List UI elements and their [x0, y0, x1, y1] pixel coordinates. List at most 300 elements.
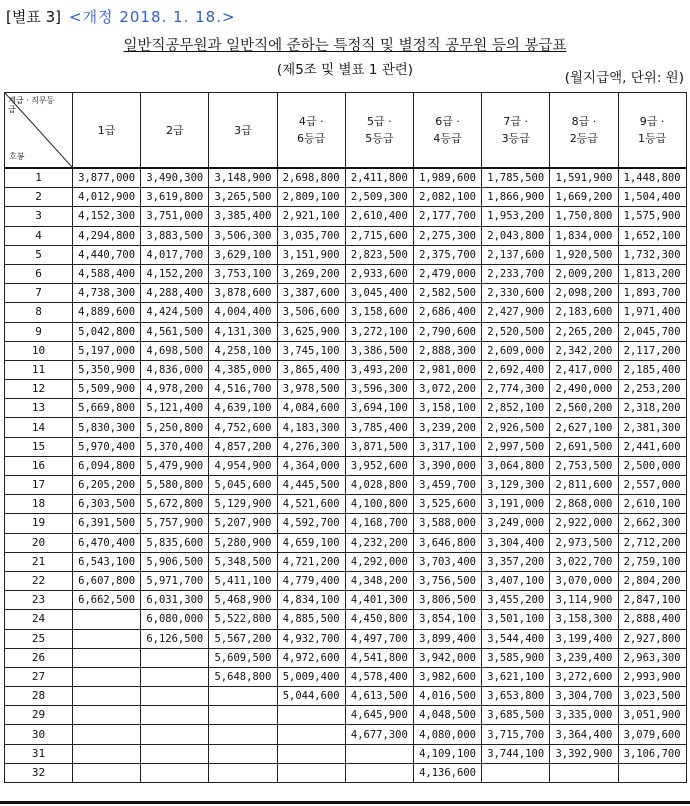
salary-cell: 4,292,000 [345, 552, 413, 571]
salary-cell: 5,468,900 [209, 591, 277, 610]
salary-cell: 2,233,700 [482, 264, 550, 283]
table-row [5, 648, 687, 667]
corner-grade-line: 계급 · 직무등 [8, 96, 55, 105]
salary-cell: 2,691,500 [550, 437, 618, 456]
salary-cell: 2,922,000 [550, 514, 618, 533]
salary-cell: 3,239,200 [413, 418, 481, 437]
salary-cell: 2,868,000 [550, 495, 618, 514]
salary-cell: 1,893,700 [618, 284, 686, 303]
salary-cell: 3,148,900 [209, 168, 277, 188]
salary-cell: 2,330,600 [482, 284, 550, 303]
salary-cell: 4,288,400 [141, 284, 209, 303]
salary-cell: 5,522,800 [209, 610, 277, 629]
salary-cell: 4,885,500 [277, 610, 345, 629]
step-number-cell: 16 [5, 456, 73, 475]
salary-cell: 4,048,500 [413, 706, 481, 725]
salary-cell: 3,114,900 [550, 591, 618, 610]
salary-cell: 4,258,100 [209, 341, 277, 360]
salary-cell: 4,659,100 [277, 533, 345, 552]
salary-cell: 1,448,800 [618, 168, 686, 188]
salary-cell: 2,981,000 [413, 360, 481, 379]
salary-cell: 2,997,500 [482, 437, 550, 456]
table-row [5, 725, 687, 744]
table-row [5, 533, 687, 552]
salary-cell: 3,272,100 [345, 322, 413, 341]
salary-cell: 5,197,000 [73, 341, 141, 360]
salary-cell: 4,834,100 [277, 591, 345, 610]
step-number-cell: 3 [5, 207, 73, 226]
table-row [5, 763, 687, 782]
table-row [5, 245, 687, 264]
salary-cell: 6,662,500 [73, 591, 141, 610]
salary-cell: 2,627,100 [550, 418, 618, 437]
salary-cell: 4,541,800 [345, 648, 413, 667]
salary-cell [277, 706, 345, 725]
salary-cell: 4,972,600 [277, 648, 345, 667]
salary-cell [209, 725, 277, 744]
salary-cell: 2,927,800 [618, 629, 686, 648]
step-number-cell: 6 [5, 264, 73, 283]
table-row [5, 571, 687, 590]
salary-cell: 3,385,400 [209, 207, 277, 226]
salary-cell: 4,857,200 [209, 437, 277, 456]
salary-cell [141, 648, 209, 667]
grade-header-line: 1급 [97, 123, 116, 137]
annex-label: [별표 3] [6, 8, 61, 26]
salary-cell: 6,470,400 [73, 533, 141, 552]
table-row [5, 168, 687, 188]
salary-cell: 5,567,200 [209, 629, 277, 648]
salary-cell: 1,920,500 [550, 245, 618, 264]
salary-cell: 2,692,400 [482, 360, 550, 379]
table-row [5, 303, 687, 322]
salary-cell: 4,276,300 [277, 437, 345, 456]
salary-cell: 4,017,700 [141, 245, 209, 264]
salary-cell: 3,106,700 [618, 744, 686, 763]
grade-header [550, 93, 618, 169]
salary-cell: 5,411,100 [209, 571, 277, 590]
salary-cell: 3,753,100 [209, 264, 277, 283]
salary-cell [277, 725, 345, 744]
salary-cell: 3,501,100 [482, 610, 550, 629]
salary-cell: 2,411,800 [345, 168, 413, 188]
salary-cell: 3,756,500 [413, 571, 481, 590]
salary-cell: 2,137,600 [482, 245, 550, 264]
grade-header-line: 3급 [234, 123, 252, 137]
salary-cell: 1,504,400 [618, 188, 686, 207]
salary-cell: 3,045,400 [345, 284, 413, 303]
salary-cell: 3,982,600 [413, 667, 481, 686]
salary-cell: 3,072,200 [413, 380, 481, 399]
salary-cell: 1,785,500 [482, 168, 550, 188]
salary-cell [345, 763, 413, 782]
salary-cell: 2,811,600 [550, 476, 618, 495]
salary-cell: 3,506,600 [277, 303, 345, 322]
table-row [5, 591, 687, 610]
salary-cell: 3,871,500 [345, 437, 413, 456]
salary-cell [73, 687, 141, 706]
salary-cell: 5,906,500 [141, 552, 209, 571]
salary-cell: 4,516,700 [209, 380, 277, 399]
salary-cell: 3,525,600 [413, 495, 481, 514]
salary-cell: 2,809,100 [277, 188, 345, 207]
salary-cell: 2,973,500 [550, 533, 618, 552]
salary-cell: 4,588,400 [73, 264, 141, 283]
step-number-cell: 18 [5, 495, 73, 514]
page-bottom-rule [0, 801, 690, 804]
grade-header [73, 93, 141, 169]
salary-cell: 4,152,200 [141, 264, 209, 283]
salary-cell [73, 725, 141, 744]
grade-header-line: 4등급 [433, 132, 462, 145]
salary-cell: 5,121,400 [141, 399, 209, 418]
grade-header-line: 8급 · [571, 115, 597, 128]
grade-header [141, 93, 209, 169]
step-number-cell: 7 [5, 284, 73, 303]
salary-cell [209, 763, 277, 782]
salary-cell: 3,158,600 [345, 303, 413, 322]
salary-cell: 2,557,000 [618, 476, 686, 495]
step-number-cell: 28 [5, 687, 73, 706]
salary-cell: 4,136,600 [413, 763, 481, 782]
salary-cell: 3,407,100 [482, 571, 550, 590]
salary-cell: 2,963,300 [618, 648, 686, 667]
salary-cell: 3,023,500 [618, 687, 686, 706]
salary-cell: 3,646,800 [413, 533, 481, 552]
step-number-cell: 9 [5, 322, 73, 341]
table-row [5, 284, 687, 303]
salary-cell: 4,183,300 [277, 418, 345, 437]
corner-grade-label [8, 96, 54, 114]
table-row [5, 552, 687, 571]
grade-header-line: 6급 · [435, 115, 460, 128]
salary-cell: 2,933,600 [345, 264, 413, 283]
salary-cell: 2,609,000 [482, 341, 550, 360]
salary-cell: 2,009,200 [550, 264, 618, 283]
salary-cell [73, 629, 141, 648]
annex-header [6, 6, 236, 27]
salary-cell: 4,424,500 [141, 303, 209, 322]
salary-cell [73, 706, 141, 725]
salary-cell: 4,131,300 [209, 322, 277, 341]
salary-cell: 2,712,200 [618, 533, 686, 552]
table-row [5, 629, 687, 648]
salary-cell: 3,694,100 [345, 399, 413, 418]
salary-cell: 6,607,800 [73, 571, 141, 590]
step-number-cell: 1 [5, 168, 73, 188]
amendment-note: <개정 2018. 1. 18.> [69, 8, 236, 26]
salary-cell: 5,042,800 [73, 322, 141, 341]
salary-cell: 4,521,600 [277, 495, 345, 514]
salary-cell: 6,303,500 [73, 495, 141, 514]
salary-cell: 3,878,600 [209, 284, 277, 303]
salary-cell: 2,610,100 [618, 495, 686, 514]
salary-cell: 4,385,000 [209, 360, 277, 379]
salary-cell: 3,035,700 [277, 226, 345, 245]
salary-cell: 3,051,900 [618, 706, 686, 725]
grade-header [345, 93, 413, 169]
table-row [5, 399, 687, 418]
salary-cell: 3,249,000 [482, 514, 550, 533]
salary-cell: 1,591,900 [550, 168, 618, 188]
salary-cell: 2,253,200 [618, 380, 686, 399]
salary-cell: 4,779,400 [277, 571, 345, 590]
grade-header-line: 5등급 [365, 132, 394, 145]
salary-cell: 2,686,400 [413, 303, 481, 322]
salary-cell: 3,703,400 [413, 552, 481, 571]
table-row [5, 667, 687, 686]
salary-cell: 5,830,300 [73, 418, 141, 437]
salary-cell: 2,993,900 [618, 667, 686, 686]
salary-cell [141, 763, 209, 782]
grade-header-line: 7급 · [503, 115, 529, 128]
salary-cell: 3,070,000 [550, 571, 618, 590]
table-row [5, 380, 687, 399]
grade-header-line: 4급 · [298, 115, 324, 128]
salary-cell: 6,391,500 [73, 514, 141, 533]
salary-cell: 5,280,900 [209, 533, 277, 552]
salary-cell: 3,387,600 [277, 284, 345, 303]
salary-cell: 2,479,000 [413, 264, 481, 283]
step-number-cell: 8 [5, 303, 73, 322]
salary-cell: 5,348,500 [209, 552, 277, 571]
salary-cell [209, 744, 277, 763]
salary-cell: 6,126,500 [141, 629, 209, 648]
salary-cell: 4,440,700 [73, 245, 141, 264]
salary-cell: 2,381,300 [618, 418, 686, 437]
salary-cell: 2,698,800 [277, 168, 345, 188]
salary-cell: 5,044,600 [277, 687, 345, 706]
salary-cell: 1,834,000 [550, 226, 618, 245]
salary-cell: 4,738,300 [73, 284, 141, 303]
salary-cell: 2,852,100 [482, 399, 550, 418]
salary-cell: 5,609,500 [209, 648, 277, 667]
salary-cell: 2,753,500 [550, 456, 618, 475]
salary-cell [482, 763, 550, 782]
step-number-cell: 31 [5, 744, 73, 763]
salary-cell: 2,427,900 [482, 303, 550, 322]
salary-cell [141, 706, 209, 725]
salary-cell: 3,158,300 [550, 610, 618, 629]
salary-cell: 3,744,100 [482, 744, 550, 763]
salary-cell: 4,109,100 [413, 744, 481, 763]
table-row [5, 360, 687, 379]
salary-cell: 1,953,200 [482, 207, 550, 226]
salary-cell: 5,580,800 [141, 476, 209, 495]
salary-cell: 4,645,900 [345, 706, 413, 725]
table-row [5, 418, 687, 437]
step-number-cell: 30 [5, 725, 73, 744]
salary-cell: 2,441,600 [618, 437, 686, 456]
salary-cell: 4,932,700 [277, 629, 345, 648]
salary-cell: 2,888,300 [413, 341, 481, 360]
salary-cell: 4,889,600 [73, 303, 141, 322]
step-number-cell: 27 [5, 667, 73, 686]
salary-cell: 3,621,100 [482, 667, 550, 686]
table-row [5, 341, 687, 360]
salary-cell: 3,751,000 [141, 207, 209, 226]
grade-header [413, 93, 481, 169]
salary-cell: 4,364,000 [277, 456, 345, 475]
salary-cell: 4,168,700 [345, 514, 413, 533]
step-number-cell: 13 [5, 399, 73, 418]
table-row [5, 264, 687, 283]
salary-cell: 1,575,900 [618, 207, 686, 226]
salary-cell: 5,757,900 [141, 514, 209, 533]
step-number-cell: 17 [5, 476, 73, 495]
salary-cell: 3,865,400 [277, 360, 345, 379]
step-number-cell: 29 [5, 706, 73, 725]
salary-cell: 3,978,500 [277, 380, 345, 399]
salary-cell: 3,596,300 [345, 380, 413, 399]
step-number-cell: 20 [5, 533, 73, 552]
step-number-cell: 21 [5, 552, 73, 571]
grade-header-line: 3등급 [501, 132, 530, 145]
step-number-cell: 4 [5, 226, 73, 245]
salary-cell: 1,732,300 [618, 245, 686, 264]
salary-cell: 4,561,500 [141, 322, 209, 341]
salary-cell: 5,207,900 [209, 514, 277, 533]
salary-cell: 3,064,800 [482, 456, 550, 475]
step-number-cell: 22 [5, 571, 73, 590]
salary-cell: 3,304,700 [550, 687, 618, 706]
table-row [5, 207, 687, 226]
salary-cell: 2,790,600 [413, 322, 481, 341]
salary-cell: 2,375,700 [413, 245, 481, 264]
corner-step-label: 호봉 [9, 152, 25, 161]
salary-cell: 2,560,200 [550, 399, 618, 418]
salary-cell: 2,177,700 [413, 207, 481, 226]
salary-cell: 4,954,900 [209, 456, 277, 475]
salary-cell: 4,152,300 [73, 207, 141, 226]
salary-cell: 1,750,800 [550, 207, 618, 226]
table-row [5, 514, 687, 533]
salary-cell: 2,610,400 [345, 207, 413, 226]
salary-cell: 3,493,200 [345, 360, 413, 379]
salary-cell: 2,500,000 [618, 456, 686, 475]
salary-cell: 4,100,800 [345, 495, 413, 514]
salary-cell: 4,836,000 [141, 360, 209, 379]
salary-cell: 4,016,500 [413, 687, 481, 706]
grade-header [618, 93, 686, 169]
table-row [5, 226, 687, 245]
salary-cell: 1,989,600 [413, 168, 481, 188]
salary-cell [209, 706, 277, 725]
salary-cell [73, 667, 141, 686]
salary-cell: 6,094,800 [73, 456, 141, 475]
salary-cell: 6,080,000 [141, 610, 209, 629]
salary-cell: 2,417,000 [550, 360, 618, 379]
salary-cell: 3,625,900 [277, 322, 345, 341]
salary-cell: 4,639,100 [209, 399, 277, 418]
salary-cell: 3,191,000 [482, 495, 550, 514]
salary-cell: 3,199,400 [550, 629, 618, 648]
table-row [5, 706, 687, 725]
salary-cell [73, 610, 141, 629]
salary-cell: 3,506,300 [209, 226, 277, 245]
step-number-cell: 12 [5, 380, 73, 399]
salary-cell: 1,971,400 [618, 303, 686, 322]
salary-cell [618, 763, 686, 782]
salary-cell: 2,715,600 [345, 226, 413, 245]
salary-cell: 4,232,200 [345, 533, 413, 552]
salary-cell: 5,370,400 [141, 437, 209, 456]
grade-header-line: 1등급 [637, 132, 667, 145]
salary-cell: 4,084,600 [277, 399, 345, 418]
salary-cell: 2,183,600 [550, 303, 618, 322]
salary-cell: 1,669,200 [550, 188, 618, 207]
salary-cell: 3,883,500 [141, 226, 209, 245]
salary-cell: 6,031,300 [141, 591, 209, 610]
salary-cell: 4,028,800 [345, 476, 413, 495]
salary-cell: 2,774,300 [482, 380, 550, 399]
grade-header [277, 93, 345, 169]
salary-cell: 2,921,100 [277, 207, 345, 226]
salary-table-body [5, 168, 687, 783]
salary-cell: 3,629,100 [209, 245, 277, 264]
salary-cell [141, 687, 209, 706]
table-row [5, 437, 687, 456]
salary-cell: 3,265,500 [209, 188, 277, 207]
salary-cell: 5,350,900 [73, 360, 141, 379]
table-row [5, 188, 687, 207]
salary-cell: 3,877,000 [73, 168, 141, 188]
salary-cell: 3,079,600 [618, 725, 686, 744]
salary-cell: 5,669,800 [73, 399, 141, 418]
salary-cell: 3,685,500 [482, 706, 550, 725]
document-subtitle: (제5조 및 별표 1 관련) [276, 62, 414, 78]
salary-cell: 4,613,500 [345, 687, 413, 706]
salary-cell: 3,304,400 [482, 533, 550, 552]
salary-cell: 2,082,100 [413, 188, 481, 207]
salary-cell: 3,239,400 [550, 648, 618, 667]
corner-header-cell [5, 93, 73, 169]
salary-cell: 4,677,300 [345, 725, 413, 744]
salary-cell: 3,588,000 [413, 514, 481, 533]
salary-cell [141, 667, 209, 686]
salary-cell [73, 763, 141, 782]
salary-cell: 2,520,500 [482, 322, 550, 341]
salary-cell: 3,022,700 [550, 552, 618, 571]
salary-cell: 4,348,200 [345, 571, 413, 590]
salary-cell: 1,866,900 [482, 188, 550, 207]
salary-cell: 3,854,100 [413, 610, 481, 629]
salary-cell: 3,619,800 [141, 188, 209, 207]
salary-cell: 2,490,000 [550, 380, 618, 399]
salary-cell: 5,045,600 [209, 476, 277, 495]
salary-cell: 4,978,200 [141, 380, 209, 399]
salary-cell: 3,745,100 [277, 341, 345, 360]
salary-cell: 2,117,200 [618, 341, 686, 360]
salary-cell: 4,450,800 [345, 610, 413, 629]
salary-cell: 5,648,800 [209, 667, 277, 686]
table-row [5, 322, 687, 341]
salary-cell: 4,080,000 [413, 725, 481, 744]
salary-cell: 4,592,700 [277, 514, 345, 533]
step-number-cell: 15 [5, 437, 73, 456]
table-row [5, 476, 687, 495]
salary-cell: 2,185,400 [618, 360, 686, 379]
salary-cell [345, 744, 413, 763]
salary-cell [73, 744, 141, 763]
step-number-cell: 14 [5, 418, 73, 437]
grade-header-line: 6등급 [297, 132, 326, 145]
salary-cell [141, 725, 209, 744]
salary-cell: 3,459,700 [413, 476, 481, 495]
grade-header-line: 5급 · [367, 115, 392, 128]
salary-cell [550, 763, 618, 782]
grade-header-line: 2등급 [569, 132, 599, 145]
